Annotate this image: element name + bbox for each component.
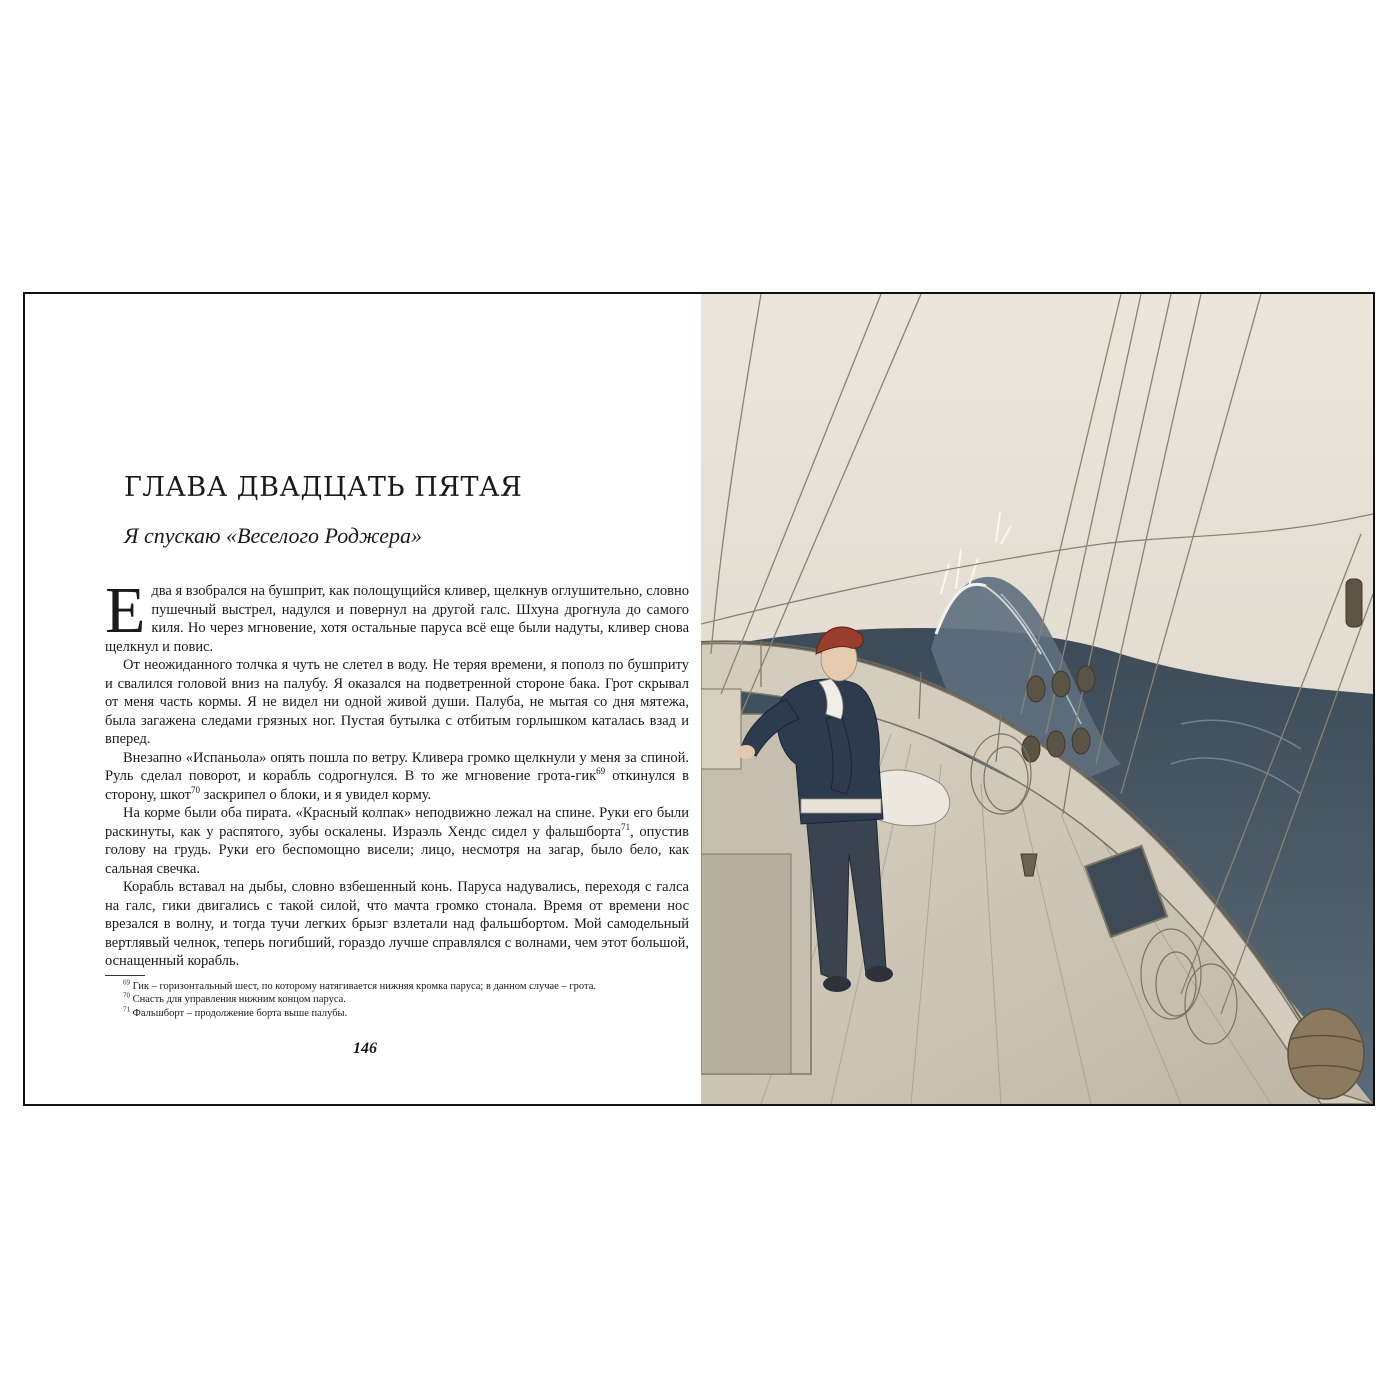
paragraph-text: Внезапно «Испаньола» опять пошла по ветру. Кливера громко щелкнули у меня за спиной. Руль сделал поворот, и корабль содрогнулся. В то же мгновение грота-гик [105,749,689,784]
paragraph-text: , опустив голову на грудь. Руки его беспомощно висели; лицо, несмотря на загар, было бело, как сальная свечка. [105,823,690,877]
illustration-page [701,294,1373,1104]
page-number: 146 [353,1040,377,1057]
paragraph-text: откинулся в сторону, шкот [105,768,690,803]
footnote-divider [105,975,145,976]
footnote-number: 69 [123,978,130,986]
chapter-body [105,574,690,1020]
paragraph [105,749,689,805]
paragraph [105,574,689,656]
footnote [105,1007,689,1021]
footnote-number: 70 [123,991,130,1000]
book-spread [23,292,1375,1106]
paragraph-text: заскрипел о блоки, и я увидел корму. [200,786,432,803]
footnote-ref[interactable]: 70 [191,784,201,795]
footnote-ref[interactable]: 69 [596,766,606,777]
footnote-text: Снасть для управления нижним концом паруса. [130,994,346,1005]
footnote-ref[interactable]: 71 [621,821,631,832]
paragraph [105,656,689,749]
drop-cap: Е [105,574,146,647]
footnote [105,980,689,994]
footnote-text: Гик – горизонтальный шест, по которому натягивается нижняя кромка паруса; в данном случае – грота. [130,980,597,992]
footnote [105,993,689,1007]
text-page [25,294,701,1104]
footnote-number: 71 [123,1005,130,1013]
paragraph [105,878,689,971]
ship-deck-illustration [701,294,1373,1104]
paragraph [105,804,689,878]
chapter-title: ГЛАВА ДВАДЦАТЬ ПЯТАЯ [124,472,523,503]
footnotes [105,980,689,1021]
paragraph-text: Корабль вставал на дыбы, словно взбешенный конь. Паруса надувались, переходя с галса на галс, гики двигались с такой силой, что мачта громко стонала. Время от времени нос врезался в волну, и тогда тучи легких брызг взлетали над фальшбортом. Мой самодельный вертлявый челнок, теперь погибший, гораздо лучше справлялся с волнами, чем этот большой, оснащенный корабль. [105,879,689,969]
barrel [1288,1009,1364,1099]
paragraph-text: На корме были оба пирата. «Красный колпак» неподвижно лежал на спине. Руки его были раскинуты, как у распятого, зубы оскалены. Израэль Хендс сидел у фальшборта [105,805,689,840]
chapter-subtitle: Я спускаю «Веселого Роджера» [124,523,422,548]
paragraph-text: От неожиданного толчка я чуть не слетел в воду. Не теряя времени, я пополз по бушприту и свалился головой вниз на палубу. Я оказался на подветренной стороне бака. Грот скрывал от меня часть кормы. Я не видел ни одной живой души. Палуба, не мытая со дня мятежа, была загажена следами грязных ног. Пустая бутылка с отбитым горлышком каталась взад и вперед. [105,657,689,747]
footnote-text: Фальшборт – продолжение борта выше палубы. [130,1007,348,1019]
paragraph-text: два я взобрался на бушприт, как полощущийся кливер, щелкнув оглушительно, словно пушечный выстрел, надулся и повернул на другой галс. Шхуна дрогнула до самого киля. Но через мгновение, хотя остальные паруса всё еще были надуты, кливер снова щелкнул и повис. [105,583,689,655]
